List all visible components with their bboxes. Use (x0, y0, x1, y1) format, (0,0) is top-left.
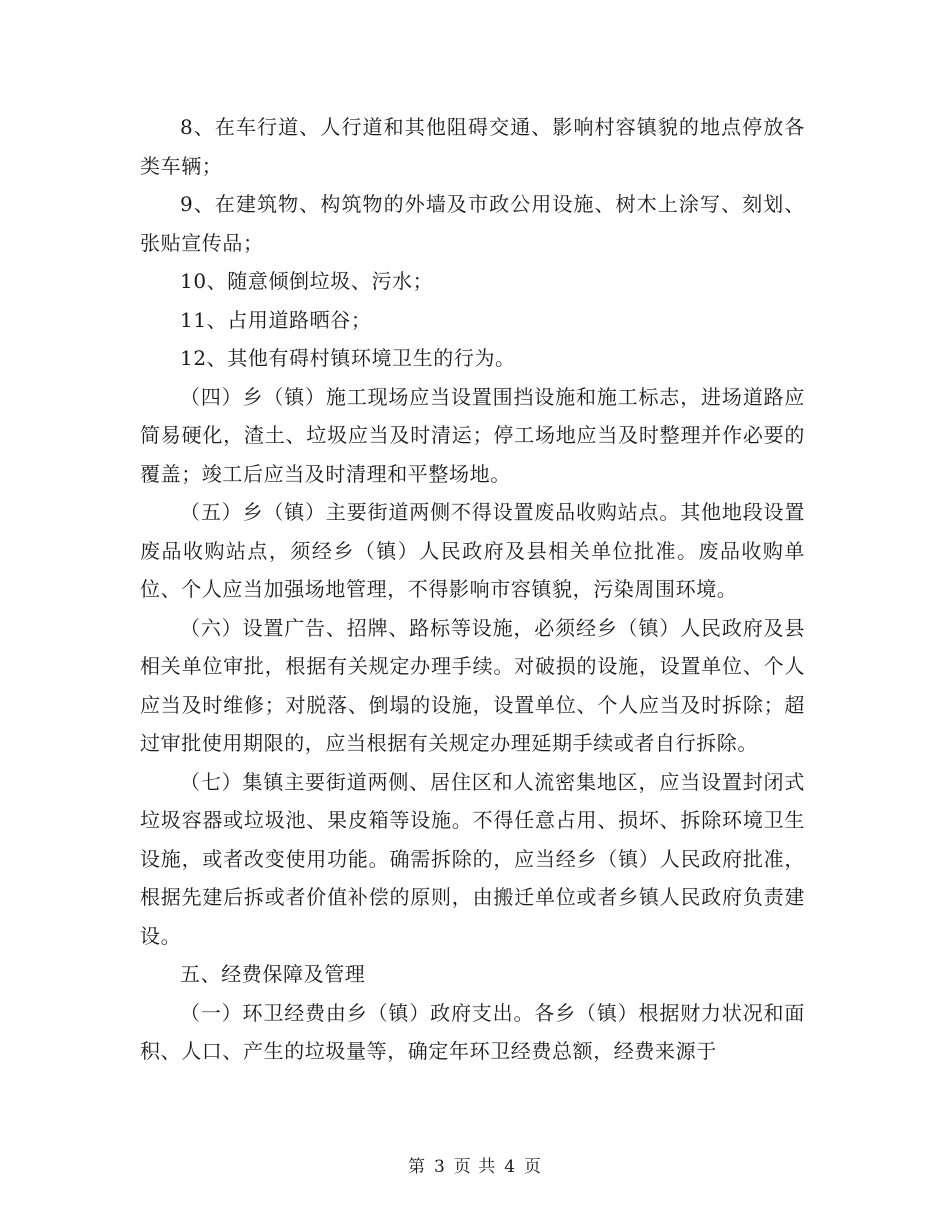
paragraph-item-8: 8、在车行道、人行道和其他阻碍交通、影响村容镇貌的地点停放各类车辆； (140, 115, 805, 178)
paragraph-item-12: 12、其他有碍村镇环境卫生的行为。 (180, 346, 516, 370)
document-body (140, 108, 805, 1071)
paragraph-section-5: （五）乡（镇）主要街道两侧不得设置废品收购站点。其他地段设置废品收购站点，须经乡（镇）人民政府及县相关单位批准。废品收购单位、个人应当加强场地管理，不得影响市容镇貌，污染周围环境。 (140, 500, 805, 601)
paragraph-section-7: （七）集镇主要街道两侧、居住区和人流密集地区，应当设置封闭式垃圾容器或垃圾池、果皮箱等设施。不得任意占用、损坏、拆除环境卫生设施，或者改变使用功能。确需拆除的，应当经乡（镇）人民政府批准，根据先建后拆或者价值补偿的原则，由搬迁单位或者乡镇人民政府负责建设。 (140, 769, 805, 948)
paragraph-item-10: 10、随意倾倒垃圾、污水； (180, 269, 434, 293)
footer-middle: 页 共 (453, 1157, 497, 1177)
footer-total-pages: 4 (504, 1157, 517, 1177)
footer-suffix: 页 (524, 1157, 543, 1177)
paragraph-item-9: 9、在建筑物、构筑物的外墙及市政公用设施、树木上涂写、刻划、张贴宣传品； (140, 192, 805, 255)
paragraph-funding-1: （一）环卫经费由乡（镇）政府支出。各乡（镇）根据财力状况和面积、人口、产生的垃圾量等，确定年环卫经费总额，经费来源于 (140, 1000, 805, 1063)
footer-current-page: 3 (433, 1157, 446, 1177)
section-heading-funding: 五、经费保障及管理 (180, 962, 366, 986)
page-number-footer (0, 1152, 950, 1177)
paragraph-section-4: （四）乡（镇）施工现场应当设置围挡设施和施工标志，进场道路应简易硬化，渣土、垃圾应当及时清运；停工场地应当及时整理并作必要的覆盖；竣工后应当及时清理和平整场地。 (140, 384, 805, 486)
footer-prefix: 第 (407, 1157, 426, 1177)
paragraph-section-6: （六）设置广告、招牌、路标等设施，必须经乡（镇）人民政府及县相关单位审批，根据有关规定办理手续。对破损的设施，设置单位、个人应当及时维修；对脱落、倒塌的设施，设置单位、个人应当及时拆除；超过审批使用期限的，应当根据有关规定办理延期手续或者自行拆除。 (140, 615, 805, 755)
paragraph-item-11: 11、占用道路晒谷； (180, 307, 372, 332)
